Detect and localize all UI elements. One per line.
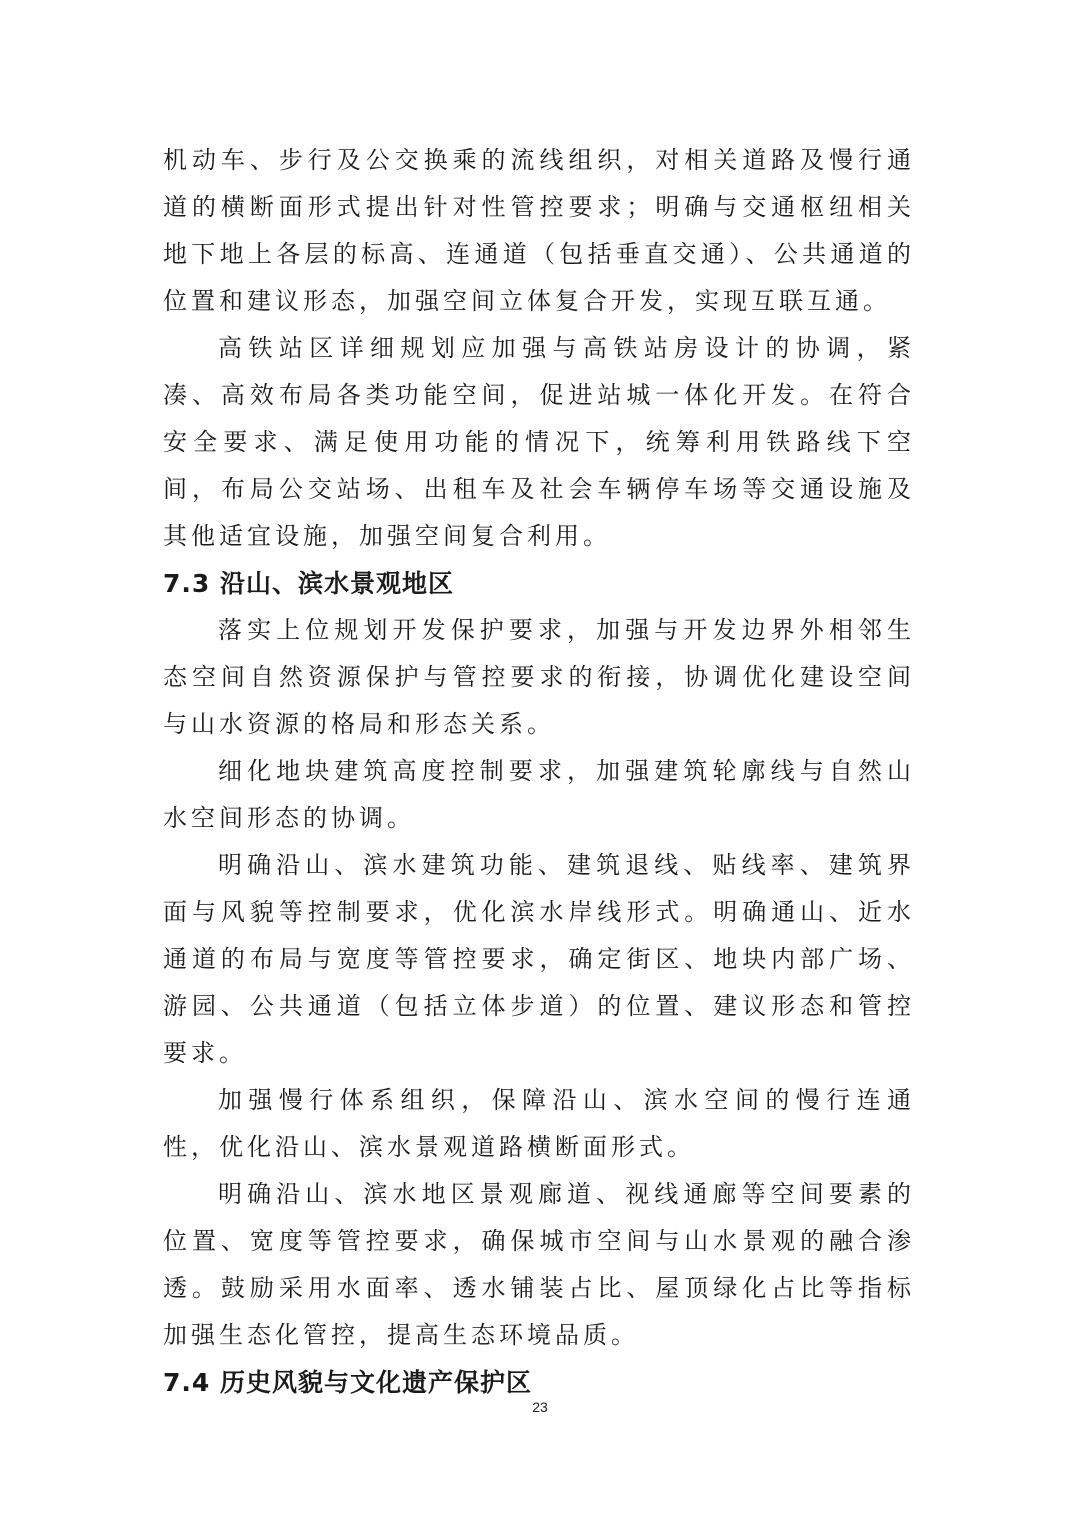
paragraph-building-function: 明确沿山、滨水建筑功能、建筑退线、贴线率、建筑界面与风貌等控制要求，优化滨水岸线形式。明确通山、近水通道的布局与宽度等管控要求，确定街区、地块内部广场、游园、公共通道（包括立体步道）的位置、建议形态和管控要求。 [163, 851, 915, 1067]
section-heading-7-3: 7.3 沿山、滨水景观地区 [163, 569, 454, 598]
paragraph-transit-continuation: 机动车、步行及公交换乘的流线组织，对相关道路及慢行通道的横断面形式提出针对性管控要求；明确与交通枢纽相关地下地上各层的标高、连通道（包括垂直交通）、公共通道的位置和建议形态，加强空间立体复合开发，实现互联互通。 [163, 146, 915, 315]
paragraph-building-height: 细化地块建筑高度控制要求，加强建筑轮廓线与自然山水空间形态的协调。 [163, 757, 915, 832]
section-heading-7-4: 7.4 历史风貌与文化遗产保护区 [163, 1368, 532, 1397]
page-body [163, 137, 915, 1406]
page-number: 23 [532, 1399, 548, 1415]
paragraph-landscape-corridor: 明确沿山、滨水地区景观廊道、视线通廊等空间要素的位置、宽度等管控要求，确保城市空间与山水景观的融合渗透。鼓励采用水面率、透水铺装占比、屋顶绿化占比等指标加强生态化管控，提高生态环境品质。 [163, 1180, 915, 1349]
paragraph-high-speed-rail-station: 高铁站区详细规划应加强与高铁站房设计的协调，紧凑、高效布局各类功能空间，促进站城一体化开发。在符合安全要求、满足使用功能的情况下，统筹利用铁路线下空间，布局公交站场、出租车及社会车辆停车场等交通设施及其他适宜设施，加强空间复合利用。 [163, 334, 915, 550]
paragraph-slow-traffic: 加强慢行体系组织，保障沿山、滨水空间的慢行连通性，优化沿山、滨水景观道路横断面形式。 [163, 1086, 915, 1161]
paragraph-upper-level-planning: 落实上位规划开发保护要求，加强与开发边界外相邻生态空间自然资源保护与管控要求的衔接，协调优化建设空间与山水资源的格局和形态关系。 [163, 616, 915, 738]
